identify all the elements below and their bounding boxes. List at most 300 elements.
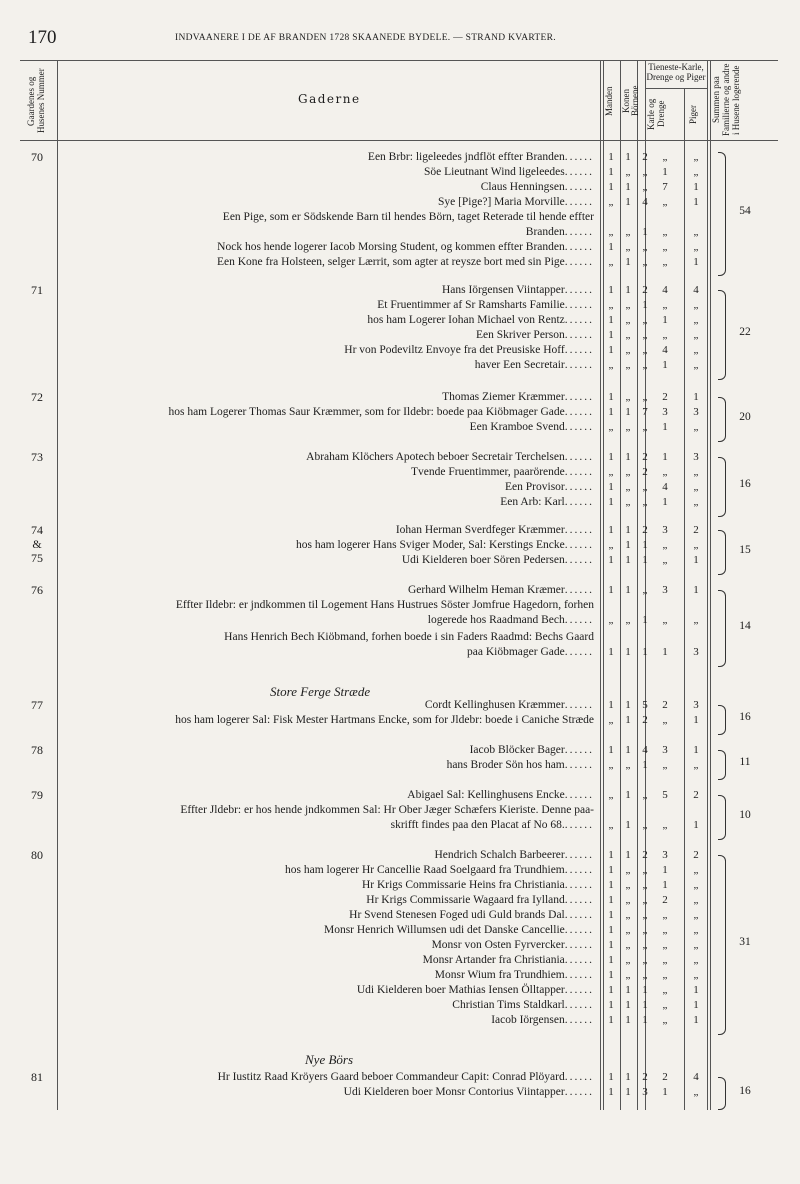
register-entry: Iacob Blöcker Bager...... — [469, 744, 594, 756]
bornene-count: 1 — [642, 614, 648, 626]
entry-text: Hr von Podeviltz Envoye fra det Preusiske Hoff — [344, 344, 565, 356]
manden-count: „ — [608, 614, 614, 626]
manden-count: „ — [608, 196, 614, 208]
sum-brace — [718, 750, 726, 780]
family-total: 15 — [739, 543, 751, 556]
karle-count: 4 — [662, 284, 668, 296]
register-entry: Christian Tims Staldkarl...... — [452, 999, 594, 1011]
konen-count: „ — [625, 241, 631, 253]
bornene-count: 2 — [642, 1071, 648, 1083]
register-entry: Thomas Ziemer Kræmmer...... — [442, 391, 594, 403]
konen-count: „ — [625, 226, 631, 238]
register-entry: Een Brbr: ligeleedes jndflöt effter Branden...... — [367, 151, 594, 163]
konen-count: 1 — [625, 584, 631, 596]
konen-count: „ — [625, 969, 631, 981]
register-entry: skrifft findes paa den Placat af No 68....... — [390, 819, 594, 831]
sum-brace — [718, 1077, 726, 1110]
piger-count: „ — [693, 226, 699, 238]
konen-count: 1 — [625, 196, 631, 208]
piger-count: 2 — [693, 789, 699, 801]
house-number: 76 — [31, 583, 43, 597]
register-entry: Een Provisor...... — [505, 481, 594, 493]
register-entry: Gerhard Wilhelm Heman Kræmer...... — [407, 584, 594, 596]
konen-count: „ — [625, 954, 631, 966]
bornene-count: 1 — [642, 646, 648, 658]
bornene-count: 2 — [642, 466, 648, 478]
piger-count: 1 — [693, 181, 699, 193]
bornene-count: 2 — [642, 849, 648, 861]
manden-count: 1 — [608, 554, 614, 566]
konen-count: „ — [625, 166, 631, 178]
piger-count: „ — [693, 1086, 699, 1098]
entry-text: hos ham logerer Hr Cancellie Raad Soelgaard fra Trundhiem — [284, 864, 565, 876]
konen-count: 1 — [625, 406, 631, 418]
entry-text: Iohan Herman Sverdfeger Kræmmer — [395, 524, 565, 536]
register-entry: hans Broder Sön hos ham...... — [446, 759, 594, 771]
konen-count: „ — [625, 421, 631, 433]
bornene-count: 4 — [642, 744, 648, 756]
karle-count: 3 — [662, 849, 668, 861]
entry-text: paa Kiöbmager Gade — [467, 646, 565, 658]
register-entry: paa Kiöbmager Gade...... — [467, 646, 594, 658]
konen-count: 1 — [625, 699, 631, 711]
entry-text: Een Kramboe Svend — [469, 421, 565, 433]
karle-count: „ — [662, 554, 668, 566]
family-total: 14 — [739, 619, 751, 632]
karle-count: 3 — [662, 744, 668, 756]
piger-count: „ — [693, 314, 699, 326]
piger-count: „ — [693, 359, 699, 371]
col-divider — [57, 60, 58, 1110]
register-entry: Hans Iörgensen Viintapper...... — [441, 284, 594, 296]
bornene-count: „ — [642, 391, 648, 403]
bornene-count: 2 — [642, 714, 648, 726]
konen-count: „ — [625, 344, 631, 356]
piger-count: „ — [693, 879, 699, 891]
manden-count: 1 — [608, 166, 614, 178]
manden-count: 1 — [608, 984, 614, 996]
manden-count: 1 — [608, 481, 614, 493]
bornene-count: „ — [642, 954, 648, 966]
piger-count: 1 — [693, 999, 699, 1011]
konen-count: 1 — [625, 984, 631, 996]
house-number: 70 — [31, 150, 43, 164]
register-entry: Hr Iustitz Raad Kröyers Gaard beboer Commandeur Capit: Conrad Plöyard...... — [217, 1071, 594, 1083]
entry-text: Hendrich Schalch Barbeerer — [434, 849, 565, 861]
bornene-count: „ — [642, 166, 648, 178]
bornene-count: „ — [642, 924, 648, 936]
karle-count: 3 — [662, 524, 668, 536]
register-entry: Sye [Pige?] Maria Morville...... — [437, 196, 594, 208]
register-entry: Udi Kielderen boer Monsr Contorius Viintapper...... — [343, 1086, 594, 1098]
register-entry — [180, 803, 594, 817]
konen-count: 1 — [625, 849, 631, 861]
konen-count: 1 — [625, 284, 631, 296]
sum-brace — [718, 795, 726, 840]
bornene-count: 2 — [642, 151, 648, 163]
piger-count: „ — [693, 481, 699, 493]
piger-count: „ — [693, 954, 699, 966]
konen-count: 1 — [625, 151, 631, 163]
konen-count: 1 — [625, 539, 631, 551]
konen-count: 1 — [625, 181, 631, 193]
col-header-nummer: Gaardenes og Husenes Nummer — [26, 68, 46, 134]
register-entry: Abraham Klöchers Apotech beboer Secretair Terchelsen...... — [306, 451, 594, 463]
karle-count: „ — [662, 984, 668, 996]
manden-count: 1 — [608, 181, 614, 193]
karle-count: 1 — [662, 359, 668, 371]
manden-count: 1 — [608, 524, 614, 536]
bornene-count: 3 — [642, 1086, 648, 1098]
col-header-tieneste: Tieneste-Karle, Drenge og Piger — [646, 62, 706, 82]
karle-count: 2 — [662, 894, 668, 906]
entry-text: Een Provisor — [505, 481, 565, 493]
bornene-count: „ — [642, 584, 648, 596]
entry-text: Een Brbr: ligeleedes jndflöt effter Branden — [367, 151, 565, 163]
bornene-count: 7 — [642, 406, 648, 418]
karle-count: 1 — [662, 314, 668, 326]
entry-text: Een Skriver Person — [475, 329, 565, 341]
karle-count: 7 — [662, 181, 668, 193]
bornene-count: 2 — [642, 284, 648, 296]
entry-text: Cordt Kellinghusen Kræmmer — [424, 699, 565, 711]
entry-text: Effter Ildebr: er jndkommen til Logement Hans Hustrues Söster Jomfrue Hagedorn, forhen — [175, 599, 594, 611]
entry-text: Monsr Wium fra Trundhiem — [434, 969, 565, 981]
street-heading: Nye Börs — [305, 1052, 354, 1067]
karle-count: „ — [662, 539, 668, 551]
karle-count: „ — [662, 969, 668, 981]
piger-count: 4 — [693, 1071, 699, 1083]
entry-text: hos ham Logerer Thomas Saur Kræmmer, som for Ildebr: boede paa Kiöbmager Gade — [168, 406, 565, 418]
register-entry: hos ham logerer Hr Cancellie Raad Soelgaard fra Trundhiem...... — [284, 864, 594, 876]
manden-count: 1 — [608, 406, 614, 418]
konen-count: „ — [625, 359, 631, 371]
bornene-count: „ — [642, 819, 648, 831]
entry-text: Hans Iörgensen Viintapper — [441, 284, 565, 296]
manden-count: 1 — [608, 344, 614, 356]
manden-count: 1 — [608, 241, 614, 253]
col-divider — [600, 60, 601, 1110]
manden-count: „ — [608, 299, 614, 311]
register-entry: Monsr Wium fra Trundhiem...... — [434, 969, 594, 981]
konen-count: 1 — [625, 646, 631, 658]
house-number: 80 — [31, 848, 43, 862]
register-entry: Een Skriver Person...... — [475, 329, 594, 341]
piger-count: 3 — [693, 646, 699, 658]
register-entry: Cordt Kellinghusen Kræmmer...... — [424, 699, 594, 711]
konen-count: „ — [625, 481, 631, 493]
piger-count: 1 — [693, 256, 699, 268]
karle-count: „ — [662, 256, 668, 268]
piger-count: „ — [693, 864, 699, 876]
piger-count: 3 — [693, 451, 699, 463]
konen-count: 1 — [625, 819, 631, 831]
register-entry — [176, 598, 594, 612]
register-entry — [223, 210, 594, 224]
entry-text: Christian Tims Staldkarl — [452, 999, 565, 1011]
entry-text: Iacob Blöcker Bager — [469, 744, 565, 756]
manden-count: „ — [608, 359, 614, 371]
bornene-count: 1 — [642, 759, 648, 771]
manden-count: 1 — [608, 894, 614, 906]
bornene-count: „ — [642, 421, 648, 433]
bornene-count: „ — [642, 789, 648, 801]
family-total: 16 — [739, 1084, 751, 1097]
entry-text: skrifft findes paa den Placat af No 68. — [390, 819, 565, 831]
konen-count: 1 — [625, 451, 631, 463]
konen-count: „ — [625, 759, 631, 771]
piger-count: „ — [693, 539, 699, 551]
piger-count: 1 — [693, 391, 699, 403]
entry-text: Branden — [525, 226, 565, 238]
karle-count: „ — [662, 329, 668, 341]
piger-count: „ — [693, 894, 699, 906]
konen-count: 1 — [625, 744, 631, 756]
register-entry: logerede hos Raadmand Bech...... — [427, 614, 594, 626]
entry-text: Udi Kielderen boer Sören Pedersen — [401, 554, 565, 566]
register-entry: Et Fruentimmer af Sr Ramsharts Familie...... — [377, 299, 594, 311]
register-entry: Söe Lieutnant Wind ligeleedes...... — [423, 166, 594, 178]
bornene-count: „ — [642, 329, 648, 341]
karle-count: 1 — [662, 166, 668, 178]
konen-count: 1 — [625, 256, 631, 268]
manden-count: „ — [608, 819, 614, 831]
manden-count: 1 — [608, 391, 614, 403]
sum-brace — [718, 457, 726, 517]
bornene-count: 1 — [642, 999, 648, 1011]
bornene-count: „ — [642, 481, 648, 493]
manden-count: 1 — [608, 646, 614, 658]
register-entry: Udi Kielderen boer Mathias Iensen Ölltapper...... — [356, 984, 594, 996]
entry-text: Hr Iustitz Raad Kröyers Gaard beboer Commandeur Capit: Conrad Plöyard — [217, 1071, 565, 1083]
karle-count: „ — [662, 909, 668, 921]
entry-text: hos ham Logerer Iohan Michael von Rentz — [367, 314, 565, 326]
karle-count: „ — [662, 299, 668, 311]
piger-count: 3 — [693, 699, 699, 711]
manden-count: „ — [608, 421, 614, 433]
entry-text: Hr Svend Stenesen Foged udi Guld brands Dal — [349, 909, 565, 921]
sum-brace — [718, 530, 726, 575]
piger-count: „ — [693, 939, 699, 951]
karle-count: „ — [662, 714, 668, 726]
konen-count: „ — [625, 466, 631, 478]
karle-count: 3 — [662, 584, 668, 596]
karle-count: „ — [662, 819, 668, 831]
manden-count: 1 — [608, 584, 614, 596]
header-bottom-rule — [20, 140, 778, 141]
header-top-rule — [20, 60, 778, 61]
entry-text: Tvende Fruentimmer, paarörende — [410, 466, 565, 478]
register-entry: Monsr von Osten Fyrvercker...... — [431, 939, 594, 951]
family-total: 22 — [739, 326, 751, 338]
karle-count: 1 — [662, 1086, 668, 1098]
sum-brace — [718, 855, 726, 1035]
manden-count: 1 — [608, 864, 614, 876]
bornene-count: „ — [642, 969, 648, 981]
family-total: 16 — [739, 478, 751, 490]
entry-text: Monsr Henrich Willumsen udi det Danske Cancellie — [323, 924, 565, 936]
konen-count: „ — [625, 496, 631, 508]
piger-count: „ — [693, 329, 699, 341]
bornene-count: „ — [642, 241, 648, 253]
bornene-count: 4 — [642, 196, 648, 208]
karle-count: 1 — [662, 451, 668, 463]
manden-count: „ — [608, 256, 614, 268]
manden-count: 1 — [608, 699, 614, 711]
piger-count: „ — [693, 909, 699, 921]
family-total: 11 — [739, 756, 751, 768]
piger-count: 3 — [693, 406, 699, 418]
bornene-count: 1 — [642, 1014, 648, 1026]
entry-text: Hans Henrich Bech Kiöbmand, forhen boede i sin Faders Raadmd: Bechs Gaard — [224, 631, 594, 643]
register-entry: Iohan Herman Sverdfeger Kræmmer...... — [395, 524, 594, 536]
piger-count: „ — [693, 344, 699, 356]
karle-count: „ — [662, 759, 668, 771]
family-total: 31 — [739, 936, 751, 948]
entry-text: Hr Krigs Commissarie Heins fra Christiania — [361, 879, 565, 891]
konen-count: „ — [625, 939, 631, 951]
register-entry: hos ham logerer Hans Sviger Moder, Sal: Kerstings Encke...... — [295, 539, 594, 551]
karle-count: 2 — [662, 699, 668, 711]
house-number: 74 & 75 — [31, 523, 43, 565]
running-head: INDVAANERE I DE AF BRANDEN 1728 SKAANEDE BYDELE. — STRAND KVARTER. — [175, 33, 556, 43]
piger-count: 1 — [693, 984, 699, 996]
konen-count: 1 — [625, 1014, 631, 1026]
col-header-bornene: Börnene — [630, 85, 640, 117]
family-total: 20 — [739, 410, 751, 423]
manden-count: „ — [608, 759, 614, 771]
karle-count: „ — [662, 466, 668, 478]
entry-text: Monsr von Osten Fyrvercker — [431, 939, 565, 951]
house-number: 72 — [31, 390, 43, 404]
manden-count: 1 — [608, 1071, 614, 1083]
register-entry: Claus Henningsen...... — [480, 181, 594, 193]
bornene-count: „ — [642, 314, 648, 326]
karle-count: „ — [662, 999, 668, 1011]
piger-count: „ — [693, 759, 699, 771]
karle-count: „ — [662, 1014, 668, 1026]
manden-count: 1 — [608, 1086, 614, 1098]
entry-text: Iacob Iörgensen — [491, 1014, 565, 1026]
bornene-count: „ — [642, 864, 648, 876]
register-entry: Een Arb: Karl...... — [500, 496, 594, 508]
register-entry: Hr Krigs Commissarie Heins fra Christiania...... — [361, 879, 594, 891]
manden-count: 1 — [608, 969, 614, 981]
piger-count: 1 — [693, 554, 699, 566]
entry-text: Claus Henningsen — [480, 181, 565, 193]
manden-count: 1 — [608, 849, 614, 861]
piger-count: „ — [693, 421, 699, 433]
manden-count: 1 — [608, 496, 614, 508]
piger-count: „ — [693, 466, 699, 478]
col-header-manden: Manden — [604, 86, 614, 116]
manden-count: 1 — [608, 954, 614, 966]
col-header-karle: Karle og Drenge — [646, 98, 666, 130]
entry-text: logerede hos Raadmand Bech — [427, 614, 565, 626]
col-divider — [684, 88, 685, 1110]
register-entry: Branden...... — [525, 226, 594, 238]
karle-count: „ — [662, 939, 668, 951]
konen-count: 1 — [625, 999, 631, 1011]
karle-count: „ — [662, 954, 668, 966]
entry-text: Udi Kielderen boer Mathias Iensen Ölltapper — [356, 984, 565, 996]
manden-count: 1 — [608, 1014, 614, 1026]
sum-brace — [718, 290, 726, 380]
karle-count: 2 — [662, 391, 668, 403]
register-entry: Abigael Sal: Kellinghusens Encke...... — [407, 789, 594, 801]
piger-count: 1 — [693, 584, 699, 596]
bornene-count: 1 — [642, 299, 648, 311]
piger-count: „ — [693, 969, 699, 981]
karle-count: „ — [662, 226, 668, 238]
col-divider — [710, 60, 711, 1110]
piger-count: 1 — [693, 744, 699, 756]
manden-count: 1 — [608, 451, 614, 463]
family-total: 54 — [739, 205, 751, 217]
house-number: 77 — [31, 698, 43, 712]
manden-count: 1 — [608, 151, 614, 163]
entry-text: Abraham Klöchers Apotech beboer Secretair Terchelsen — [306, 451, 565, 463]
bornene-count: „ — [642, 256, 648, 268]
house-number: 78 — [31, 743, 43, 757]
family-total: 10 — [739, 808, 751, 821]
konen-count: 1 — [625, 524, 631, 536]
konen-count: „ — [625, 894, 631, 906]
street-heading: Store Ferge Stræde — [270, 684, 371, 699]
karle-count: 3 — [662, 406, 668, 418]
manden-count: 1 — [608, 284, 614, 296]
entry-text: Een Pige, som er Södskende Barn til hendes Börn, taget Reterade til hende effter — [222, 211, 594, 223]
entry-text: Een Arb: Karl — [500, 496, 565, 508]
konen-count: „ — [625, 864, 631, 876]
bornene-count: 1 — [642, 984, 648, 996]
karle-count: 1 — [662, 646, 668, 658]
entry-text: Hr Krigs Commissarie Wagaard fra Iylland — [366, 894, 565, 906]
register-entry: Iacob Iörgensen...... — [491, 1014, 594, 1026]
bornene-count: 1 — [642, 226, 648, 238]
entry-text: Gerhard Wilhelm Heman Kræmer — [407, 584, 565, 596]
house-number: 73 — [31, 450, 43, 464]
manden-count: 1 — [608, 939, 614, 951]
register-entry: Monsr Artander fra Christiania...... — [422, 954, 594, 966]
col-header-summen: Summen paa Familierne og andre i Husene logerende — [711, 63, 741, 137]
register-entry: Een Kone fra Holsteen, selger Lærrit, som agter at reysze bort med sin Pige...... — [216, 256, 594, 268]
entry-text: haver Een Secretair — [474, 359, 565, 371]
bornene-count: „ — [642, 359, 648, 371]
manden-count: 1 — [608, 744, 614, 756]
page-number: 170 — [28, 27, 57, 48]
karle-count: 1 — [662, 496, 668, 508]
manden-count: „ — [608, 539, 614, 551]
karle-count: „ — [662, 924, 668, 936]
karle-count: „ — [662, 614, 668, 626]
house-number: 71 — [31, 283, 43, 297]
konen-count: „ — [625, 299, 631, 311]
register-entry: hos ham Logerer Iohan Michael von Rentz...... — [367, 314, 594, 326]
bornene-count: 1 — [642, 554, 648, 566]
register-entry: Monsr Henrich Willumsen udi det Danske Cancellie...... — [323, 924, 594, 936]
konen-count: 1 — [625, 1071, 631, 1083]
entry-text: Een Kone fra Holsteen, selger Lærrit, som agter at reysze bort med sin Pige — [216, 256, 565, 268]
bornene-count: „ — [642, 181, 648, 193]
register-entry: Hendrich Schalch Barbeerer...... — [434, 849, 594, 861]
register-entry: Hr von Podeviltz Envoye fra det Preusiske Hoff...... — [344, 344, 594, 356]
piger-count: 2 — [693, 524, 699, 536]
konen-count: 1 — [625, 554, 631, 566]
entry-text: Udi Kielderen boer Monsr Contorius Viintapper — [343, 1086, 565, 1098]
entry-text: Abigael Sal: Kellinghusens Encke — [407, 789, 565, 801]
piger-count: 1 — [693, 1014, 699, 1026]
